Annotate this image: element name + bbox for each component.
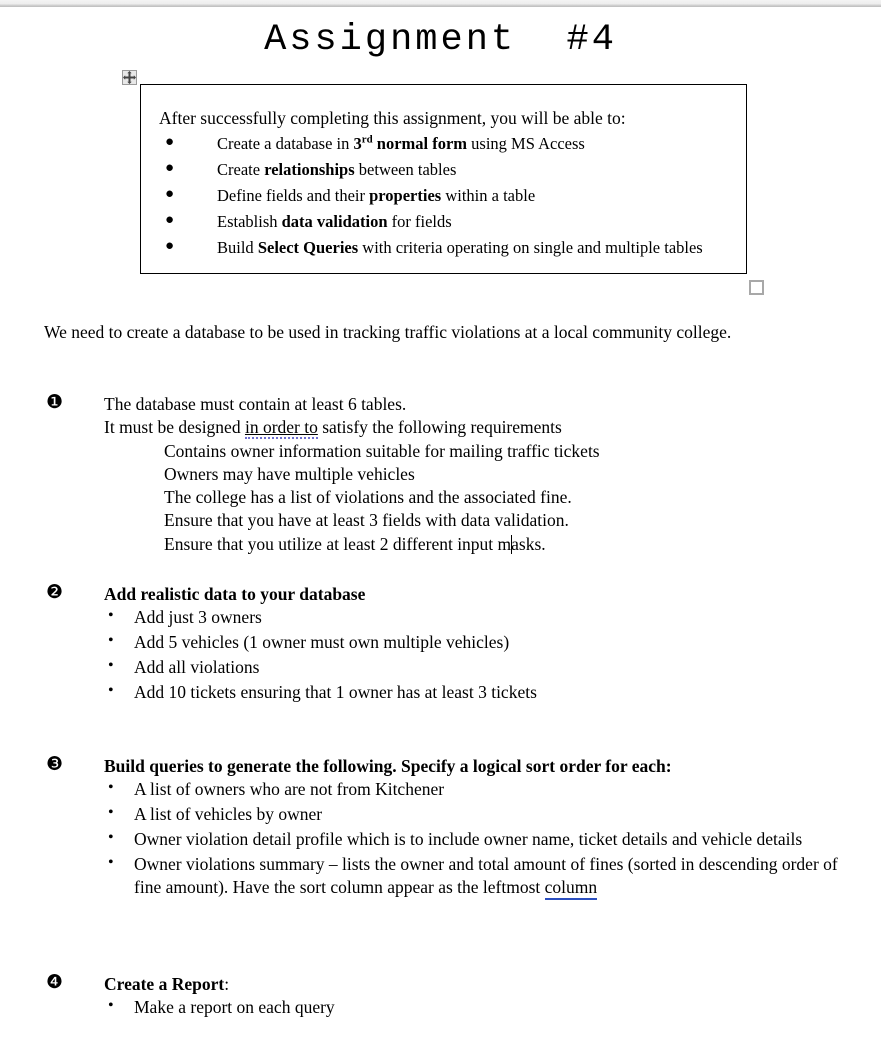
list-item (104, 828, 856, 852)
section-4 (46, 973, 856, 1021)
underlined-link-text[interactable]: column (545, 877, 598, 900)
list-item (104, 681, 856, 705)
list-item: Contains owner information suitable for mailing traffic tickets (164, 440, 600, 461)
list-item (151, 158, 736, 182)
section-4-list (104, 996, 856, 1020)
list-item: Ensure that you have at least 3 fields with data validation. (164, 510, 569, 531)
objective-text-pre: Create (217, 160, 265, 180)
list-item-label: Add 10 tickets ensuring that 1 owner has at least 3 tickets (134, 681, 537, 702)
section-1-line-2 (104, 416, 856, 439)
bullet-icon: • (108, 804, 114, 822)
objectives-box (140, 84, 747, 274)
section-number-2: ❷ (46, 581, 64, 603)
objective-text-bold: relationships (264, 160, 355, 180)
section-number-4: ❹ (46, 971, 64, 993)
list-item (104, 631, 856, 655)
bullet-icon: ● (165, 211, 175, 228)
objective-text-pre: Define fields and their (217, 185, 370, 205)
section-3 (46, 755, 856, 901)
section-1-body (104, 393, 856, 556)
section-2-body (104, 583, 856, 704)
section-4-heading-bold: Create a Report (104, 974, 225, 994)
list-item (104, 853, 856, 901)
bullet-icon: ● (165, 237, 175, 254)
bullet-icon: • (108, 779, 114, 797)
objectives-table-wrapper[interactable] (140, 84, 747, 274)
bullet-icon: • (108, 853, 114, 871)
objective-text-post: with criteria operating on single and multiple tables (358, 237, 703, 257)
list-item (151, 184, 736, 208)
section-3-body (104, 755, 856, 900)
section-1-line-2-post: satisfy the following requirements (317, 417, 562, 438)
list-item (151, 132, 736, 156)
list-item-label: Make a report on each query (134, 997, 335, 1018)
section-3-list (104, 778, 856, 900)
intro-paragraph: We need to create a database to be used in tracking traffic violations at a local community college. (44, 322, 732, 342)
list-item (104, 533, 856, 556)
section-3-heading: Build queries to generate the following. Specify a logical sort order for each: (104, 756, 672, 776)
section-1-requirements-list (104, 440, 856, 556)
objectives-intro-text: After successfully completing this assignment, you will be able to: (159, 108, 626, 128)
section-4-heading (104, 973, 856, 996)
section-1-line-1: The database must contain at least 6 tables. (104, 394, 407, 414)
objectives-list (151, 132, 736, 260)
objective-text-pre: Create a database in (217, 134, 354, 154)
list-item (104, 606, 856, 630)
bullet-icon: • (108, 997, 114, 1015)
objective-text-bold: data validation (281, 211, 388, 231)
list-item-text-before-caret: Ensure that you utilize at least 2 different input m (164, 533, 512, 554)
section-4-heading-suffix: : (224, 974, 230, 994)
list-item: Owners may have multiple vehicles (164, 463, 415, 484)
list-item-label: A list of vehicles by owner (134, 804, 323, 825)
section-1 (46, 393, 856, 556)
objective-text-post: within a table (441, 185, 536, 205)
list-item (151, 210, 736, 234)
grammar-flagged-text[interactable]: in order to (244, 417, 318, 438)
section-2 (46, 583, 856, 705)
objective-text-bold: Select Queries (257, 237, 359, 257)
section-number-3: ❸ (46, 753, 64, 775)
list-item-text-after-caret: asks. (511, 533, 546, 554)
section-1-line-2-pre: It must be designed (104, 417, 245, 438)
document-page (0, 7, 881, 1045)
objective-text-superscript: rd (361, 133, 373, 146)
objective-text-post: using MS Access (467, 134, 585, 154)
section-2-heading: Add realistic data to your database (104, 584, 366, 604)
bullet-icon: • (108, 656, 114, 674)
list-item-label: Add 5 vehicles (1 owner must own multiple vehicles) (134, 632, 510, 653)
page-title: Assignment #4 (264, 19, 617, 61)
list-item-label: A list of owners who are not from Kitchener (134, 779, 445, 800)
bullet-icon: • (108, 828, 114, 846)
list-item-label: Add all violations (134, 656, 260, 677)
objective-text-bold2: normal form (372, 134, 468, 154)
list-item-label: Add just 3 owners (134, 607, 262, 628)
objective-text-bold: properties (369, 185, 442, 205)
list-item: The college has a list of violations and the associated fine. (164, 487, 572, 508)
bullet-icon: ● (165, 185, 175, 202)
list-item (104, 778, 856, 802)
bullet-icon: ● (165, 134, 175, 151)
list-item-label: Owner violations summary – lists the owner and total amount of fines (sorted in descending order of fine amount). Have the sort column appear as the leftmost (134, 853, 838, 898)
bullet-icon: • (108, 607, 114, 625)
objective-text-post: for fields (387, 211, 452, 231)
list-item (104, 996, 856, 1020)
objective-text-pre: Build (217, 237, 258, 257)
bullet-icon: • (108, 681, 114, 699)
objective-text-pre: Establish (217, 211, 282, 231)
bullet-icon: ● (165, 160, 175, 177)
objective-text-post: between tables (354, 160, 457, 180)
section-2-list (104, 606, 856, 704)
list-item (151, 236, 736, 260)
bullet-icon: • (108, 632, 114, 650)
objective-text-bold: 3 (353, 134, 362, 154)
list-item (104, 656, 856, 680)
list-item-label: Owner violation detail profile which is to include owner name, ticket details and vehicle details (134, 828, 803, 849)
section-number-1: ❶ (46, 391, 64, 413)
list-item (104, 803, 856, 827)
table-resize-handle[interactable] (749, 280, 764, 295)
table-move-handle-icon[interactable] (122, 70, 137, 85)
section-4-body (104, 973, 856, 1020)
